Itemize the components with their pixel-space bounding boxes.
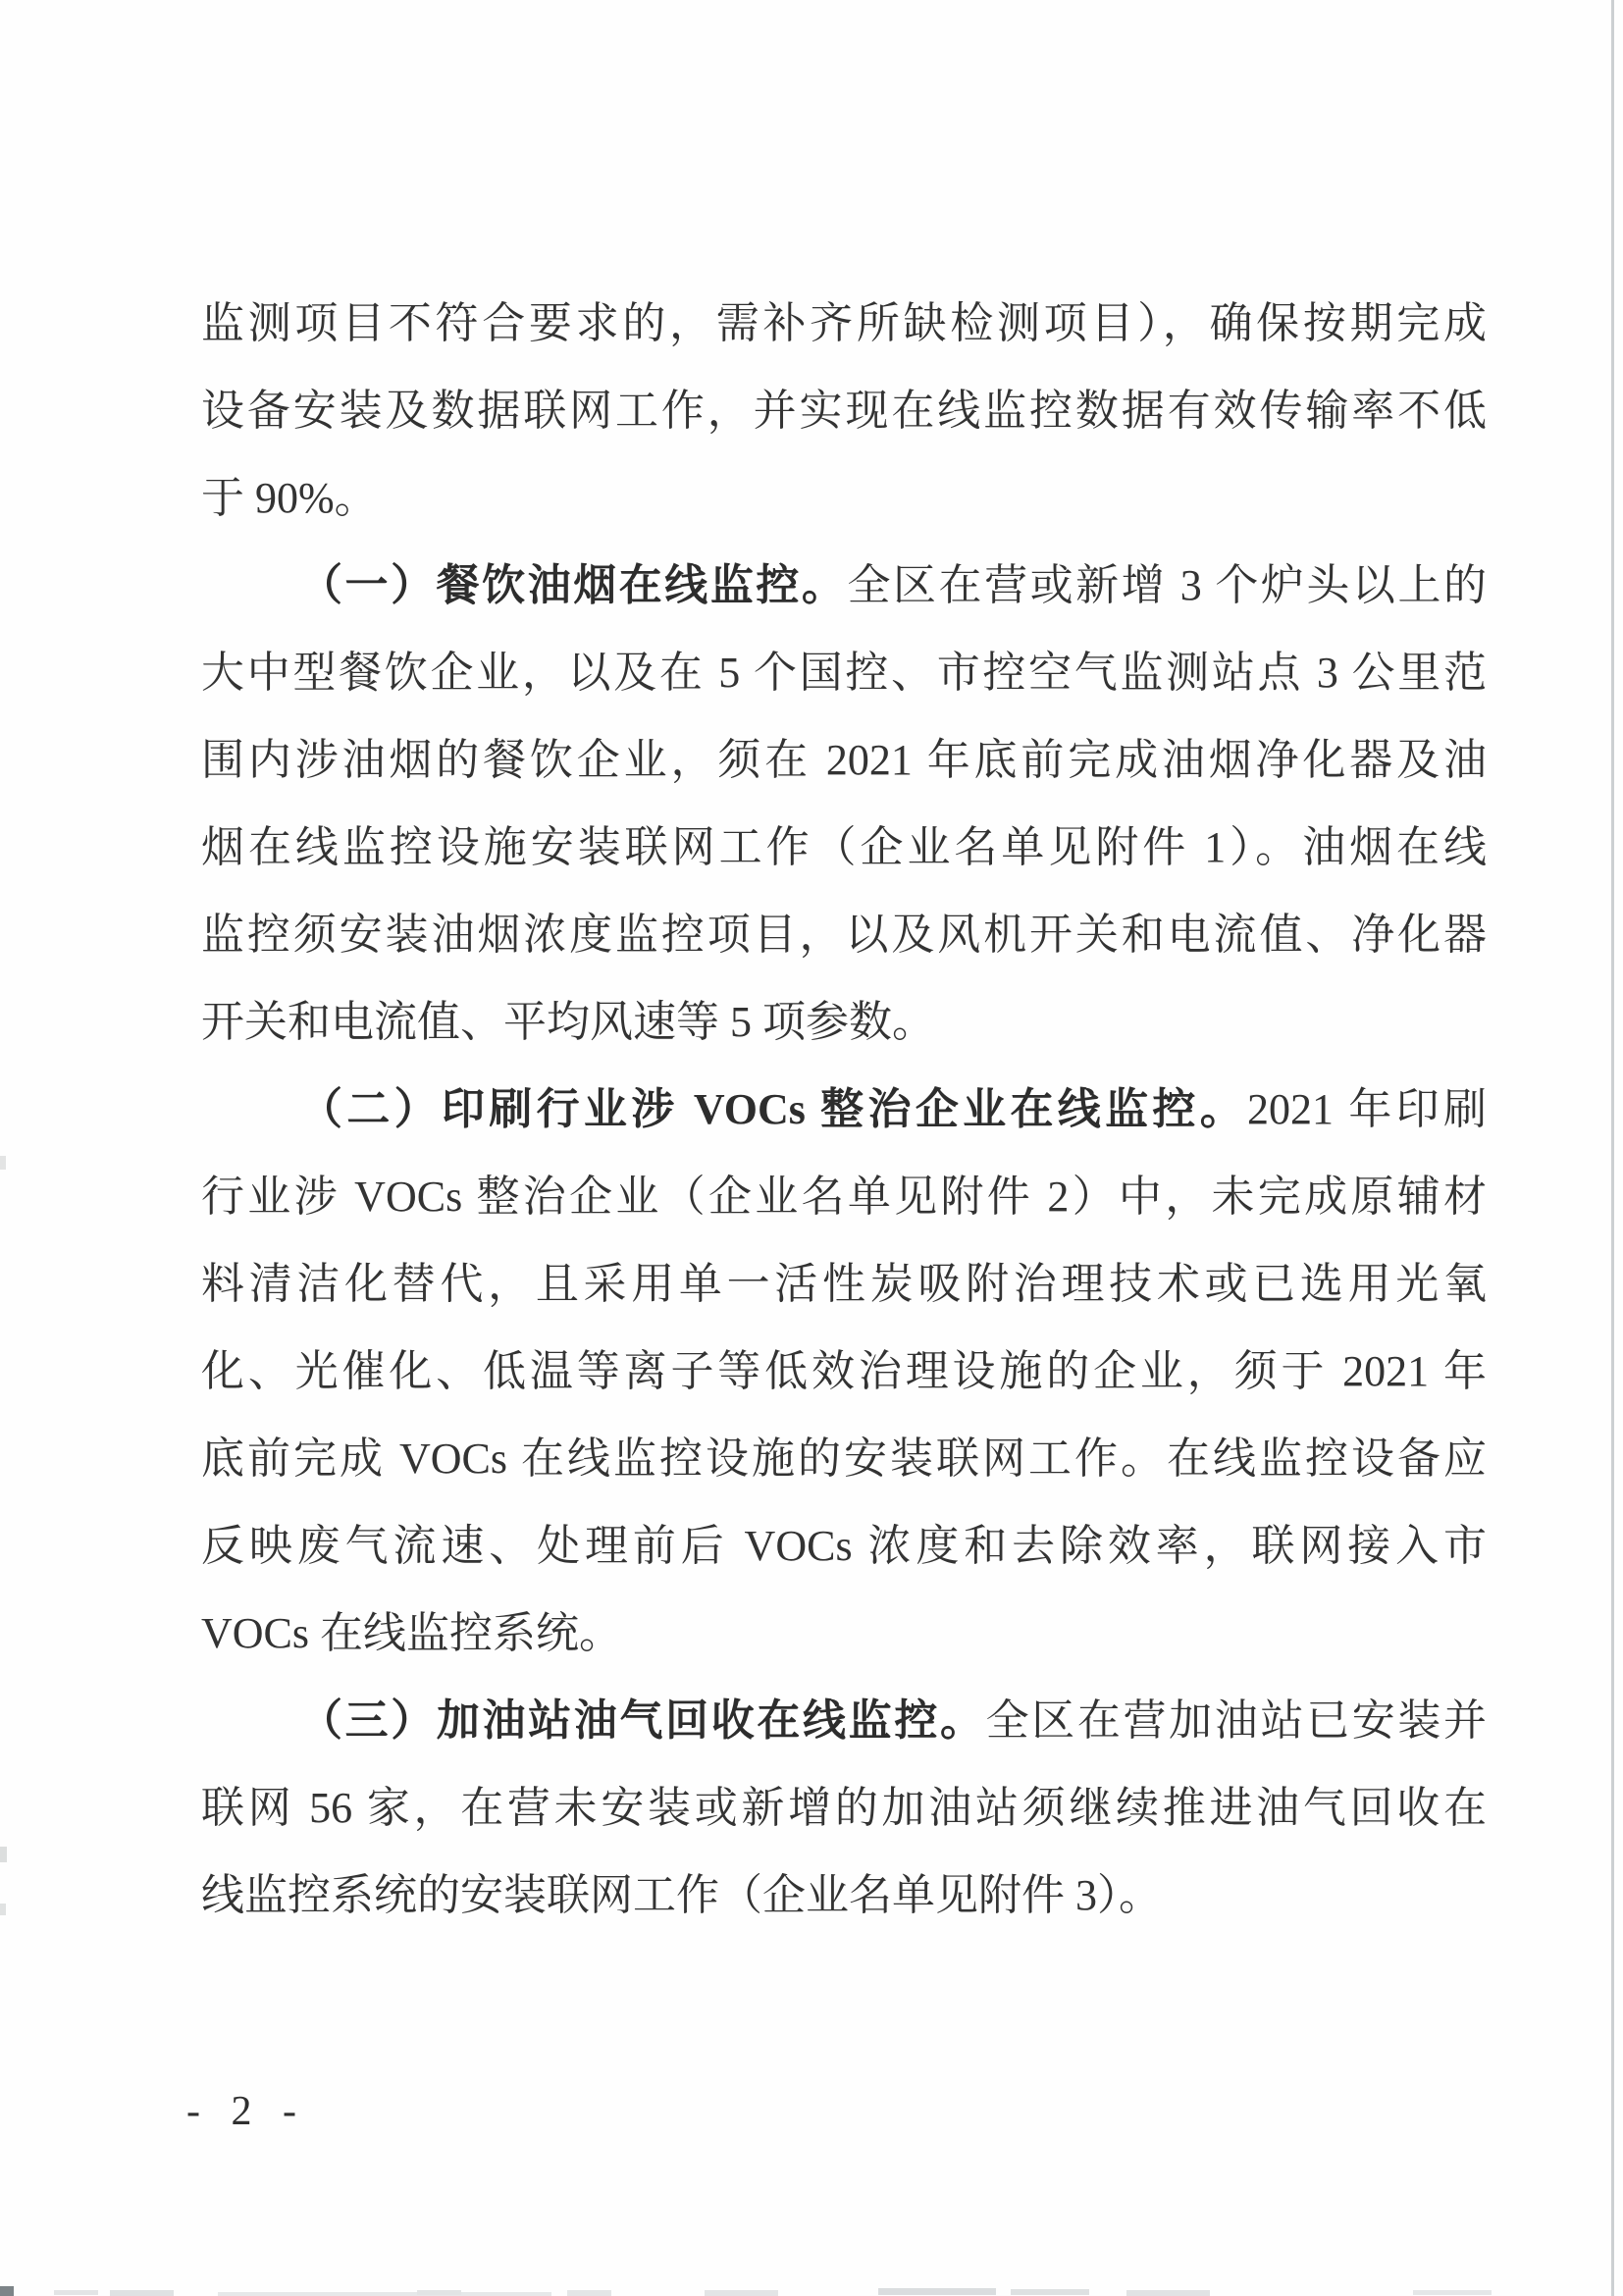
scan-artifact: [110, 2290, 174, 2296]
text-line: [201, 367, 1487, 454]
text-line: [201, 1415, 1487, 1502]
scan-artifact: [0, 2286, 14, 2296]
scan-artifact: [218, 2292, 551, 2296]
line-text: 监测项目不符合要求的，需补齐所缺检测项目），确保按期完成: [201, 299, 1487, 347]
line-text: 监控须安装油烟浓度监控项目，以及风机开关和电流值、净化器: [201, 911, 1487, 959]
line-text: 线监控系统的安装联网工作（企业名单见附件 3）。: [201, 1871, 1162, 1919]
line-text: 于 90%。: [201, 474, 378, 522]
line-text: 围内涉油烟的餐饮企业，须在 2021 年底前完成油烟净化器及油: [201, 736, 1487, 784]
scan-artifact: [705, 2290, 778, 2296]
text-line: [201, 1328, 1487, 1415]
paragraph-heading: （二）印刷行业涉 VOCs 整治企业在线监控。: [299, 1085, 1248, 1133]
line-text: 底前完成 VOCs 在线监控设施的安装联网工作。在线监控设备应: [201, 1435, 1487, 1483]
text-line: [201, 542, 1487, 629]
text-line: [201, 1240, 1487, 1328]
text-line: [201, 891, 1487, 978]
text-line: [201, 1852, 1487, 1939]
line-text: 全区在营或新增 3 个炉头以上的: [847, 561, 1488, 609]
paragraph-heading: （三）加油站油气回收在线监控。: [299, 1696, 986, 1745]
text-line: [201, 716, 1487, 804]
scan-artifact: [567, 2290, 611, 2296]
text-line: [201, 1153, 1487, 1240]
text-line: [201, 629, 1487, 716]
text-line: [201, 1590, 1487, 1677]
scan-artifact: [878, 2288, 996, 2295]
line-text: 设备安装及数据联网工作，并实现在线监控数据有效传输率不低: [201, 387, 1487, 435]
line-text: 化、光催化、低温等离子等低效治理设施的企业，须于 2021 年: [201, 1347, 1487, 1395]
line-text: 大中型餐饮企业，以及在 5 个国控、市控空气监测站点 3 公里范: [201, 649, 1487, 697]
line-text: 反映废气流速、处理前后 VOCs 浓度和去除效率，联网接入市: [201, 1522, 1487, 1570]
line-text: 2021 年印刷: [1247, 1085, 1487, 1133]
paragraph-heading: （一）餐饮油烟在线监控。: [299, 561, 848, 609]
scan-artifact: [0, 1904, 6, 1915]
line-text: 行业涉 VOCs 整治企业（企业名单见附件 2）中，未完成原辅材: [201, 1173, 1487, 1221]
text-line: [201, 1066, 1487, 1153]
scan-edge-line: [1611, 0, 1614, 2296]
scan-artifact: [54, 2290, 98, 2295]
scan-artifact: [0, 1847, 7, 1862]
text-line: [201, 454, 1487, 542]
footer-page-number: - 2 -: [186, 2089, 303, 2134]
document-body: [201, 280, 1487, 1939]
scan-artifact: [1413, 2290, 1492, 2295]
line-text: 料清洁化替代，且采用单一活性炭吸附治理技术或已选用光氧: [201, 1260, 1487, 1308]
scan-artifact: [0, 1156, 6, 1170]
text-line: [201, 978, 1487, 1066]
line-text: 开关和电流值、平均风速等 5 项参数。: [201, 998, 935, 1046]
line-text: 烟在线监控设施安装联网工作（企业名单见附件 1）。油烟在线: [201, 823, 1487, 871]
text-line: [201, 1502, 1487, 1590]
text-line: [201, 1764, 1487, 1852]
line-text: 联网 56 家，在营未安装或新增的加油站须继续推进油气回收在: [201, 1784, 1487, 1832]
text-line: [201, 804, 1487, 891]
scan-artifact: [417, 2290, 461, 2295]
text-line: [201, 280, 1487, 367]
scan-artifact: [1126, 2290, 1210, 2296]
line-text: VOCs 在线监控系统。: [201, 1609, 623, 1657]
text-line: [201, 1677, 1487, 1764]
line-text: 全区在营加油站已安装并: [985, 1696, 1488, 1745]
scan-artifact: [1011, 2289, 1089, 2295]
